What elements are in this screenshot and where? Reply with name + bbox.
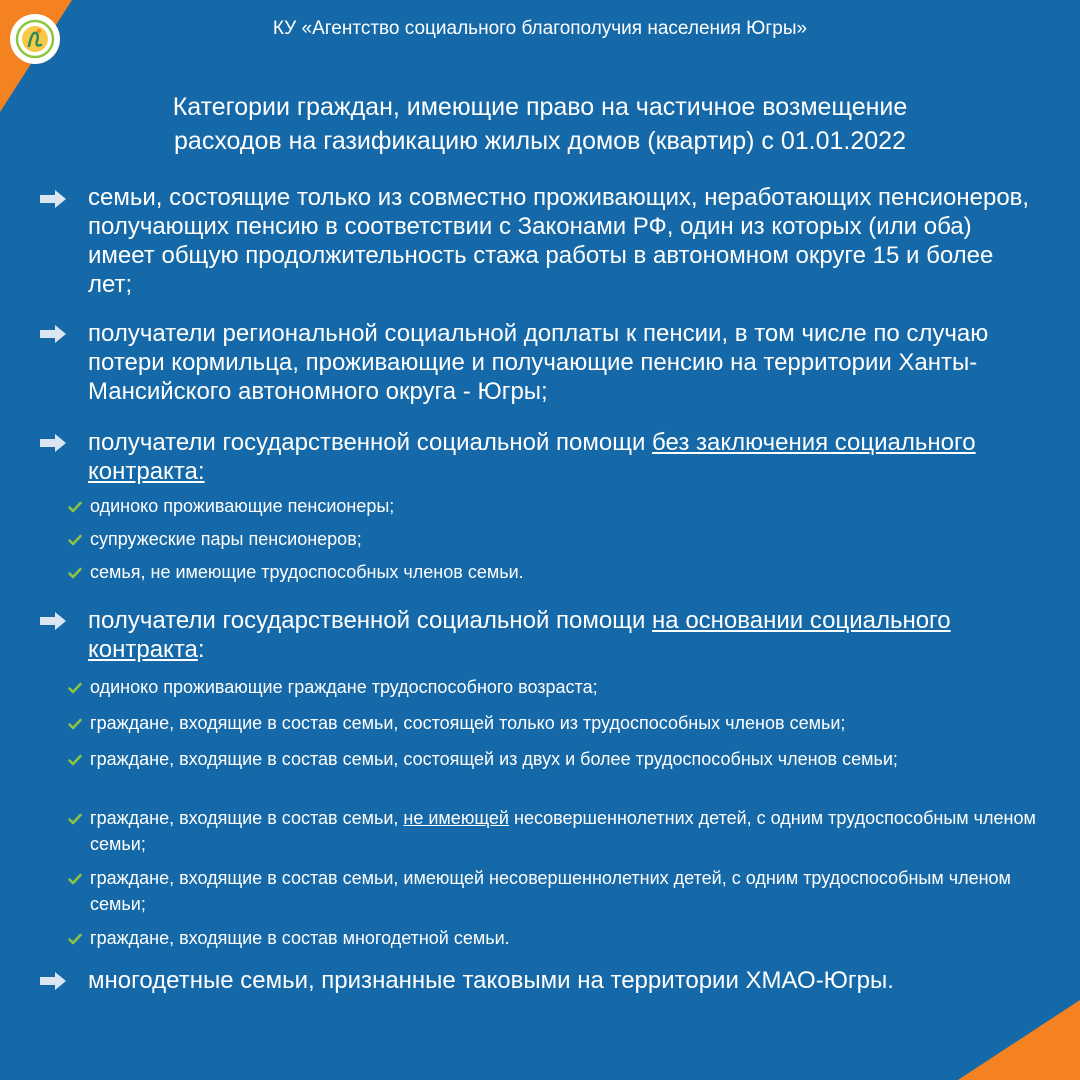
arrow-right-icon <box>38 324 68 344</box>
arrow-right-icon <box>38 611 68 631</box>
subitem: одиноко проживающие пенсионеры; <box>90 496 395 516</box>
subitem: граждане, входящие в состав семьи, состоящей только из трудоспособных членов семьи; <box>90 713 846 733</box>
checkmark-icon <box>68 718 82 730</box>
arrow-right-icon <box>38 189 68 209</box>
checkmark-icon <box>68 682 82 694</box>
subitem: граждане, входящие в состав семьи, не имеющей несовершеннолетних детей, с одним трудоспособным членом семьи; <box>90 808 1036 854</box>
checkmark-icon <box>68 534 82 546</box>
underlined-phrase: не имеющей <box>403 808 509 828</box>
underlined-phrase: на основании социального контракта <box>88 607 951 663</box>
subitem: граждане, входящие в состав семьи, состоящей из двух и более трудоспособных членов семьи; <box>90 749 898 769</box>
category-text: получатели государственной социальной помощи <box>88 429 653 456</box>
category-item-3 <box>88 428 1038 486</box>
checkmark-icon <box>68 933 82 945</box>
subitem: одиноко проживающие граждане трудоспособного возраста; <box>90 677 598 697</box>
subitem: супружеские пары пенсионеров; <box>90 529 362 549</box>
category-item-2: получатели региональной социальной доплаты к пенсии, в том числе по случаю потери кормильца, проживающие и получающие пенсию на территории Ханты-Мансийского автономного округа - Югры; <box>88 320 989 405</box>
page-title-line-2: расходов на газификацию жилых домов (квартир) с 01.01.2022 <box>174 127 906 155</box>
category-item-5: многодетные семьи, признанные таковыми на территории ХМАО-Югры. <box>88 967 894 994</box>
subitem: граждане, входящие в состав семьи, имеющей несовершеннолетних детей, с одним трудоспособным членом семьи; <box>90 868 1011 914</box>
corner-decoration-bottom-right <box>958 1000 1080 1080</box>
underlined-phrase: без заключения социального контракта: <box>88 429 976 485</box>
category-item-4 <box>88 606 1038 664</box>
checkmark-icon <box>68 501 82 513</box>
checkmark-icon <box>68 567 82 579</box>
category-text: получатели государственной социальной помощи <box>88 607 653 634</box>
page-title-line-1: Категории граждан, имеющие право на частичное возмещение <box>172 93 908 121</box>
arrow-right-icon <box>38 971 68 991</box>
page-title <box>80 90 1000 158</box>
subitem: семья, не имеющие трудоспособных членов семьи. <box>90 562 524 582</box>
organization-name: КУ «Агентство социального благополучия населения Югры» <box>272 18 808 39</box>
checkmark-icon <box>68 813 82 825</box>
category-item-1: семьи, состоящие только из совместно проживающих, неработающих пенсионеров, получающих пенсию в соответствии с Законами РФ, один из которых (или оба) имеет общую продолжительность стажа работы в автономном округе 15 и более лет; <box>88 184 1030 298</box>
subitem: граждане, входящие в состав многодетной семьи. <box>90 928 510 948</box>
arrow-right-icon <box>38 433 68 453</box>
category-text-suffix: : <box>197 636 205 663</box>
checkmark-icon <box>68 873 82 885</box>
checkmark-icon <box>68 754 82 766</box>
